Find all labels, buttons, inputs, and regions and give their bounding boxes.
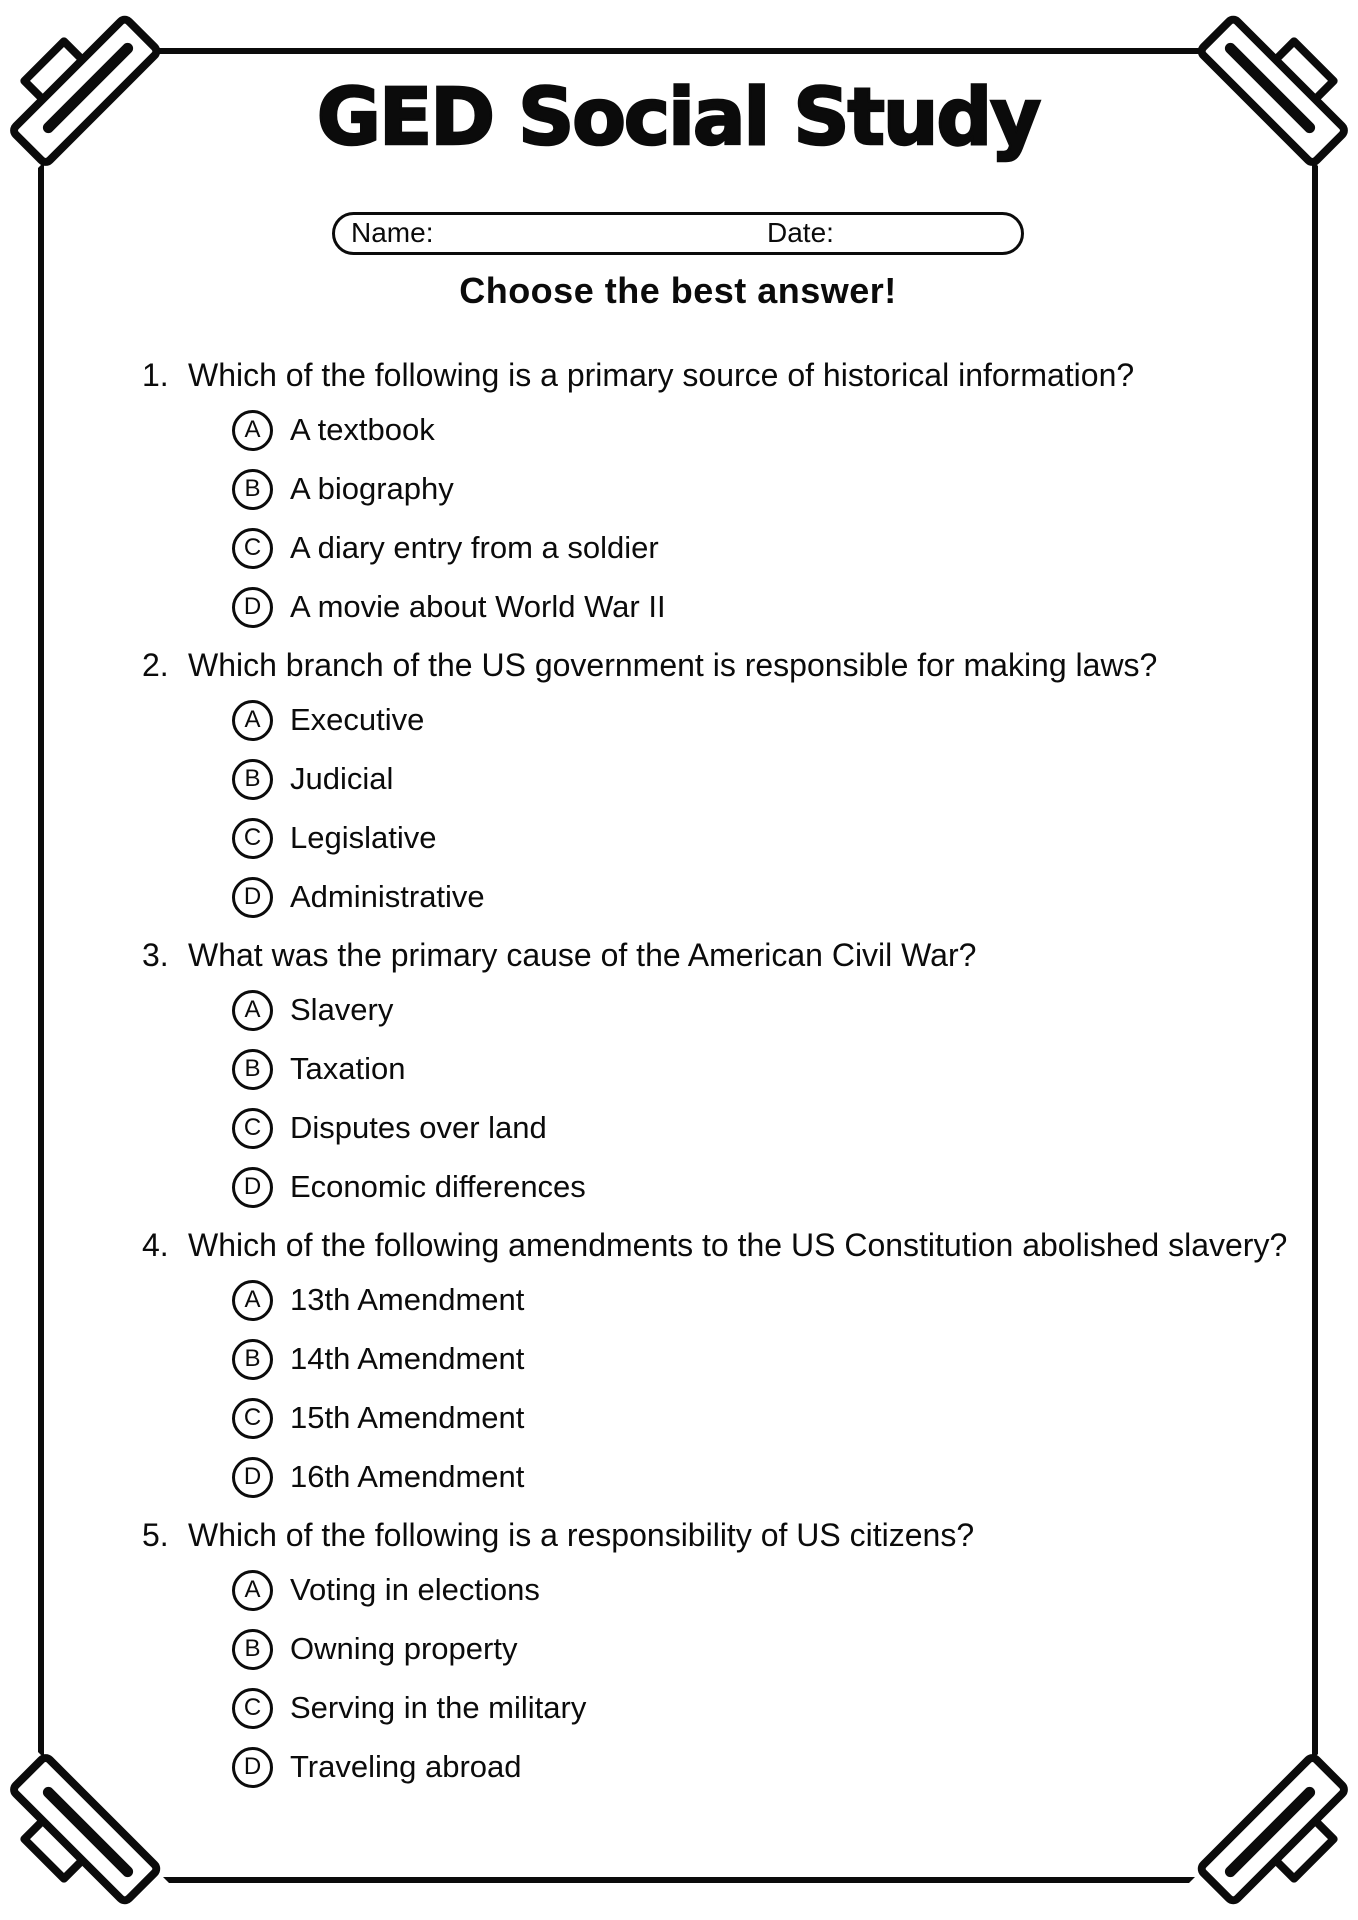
answer-option <box>232 1271 1318 1330</box>
option-bubble[interactable] <box>232 1280 273 1321</box>
option-text: A movie about World War II <box>290 589 666 624</box>
question-block <box>142 936 1318 1217</box>
question-block <box>142 356 1318 637</box>
question-number: 1. <box>142 356 169 393</box>
question-number: 2. <box>142 646 169 683</box>
answer-option <box>232 1620 1318 1679</box>
question-text: Which of the following amendments to the US Constitution abolished slavery? <box>188 1226 1288 1263</box>
option-list <box>232 401 1318 637</box>
option-text: Slavery <box>290 992 394 1027</box>
instruction-text: Choose the best answer! <box>459 269 897 311</box>
option-text: Legislative <box>290 820 437 855</box>
option-letter: A <box>244 1576 261 1603</box>
name-date-box <box>332 212 1024 255</box>
page-title: GED Social Study <box>316 73 1040 163</box>
option-list <box>232 1271 1318 1507</box>
question-number: 4. <box>142 1226 169 1263</box>
option-letter: B <box>244 1635 261 1662</box>
answer-option <box>232 750 1318 809</box>
option-text: Disputes over land <box>290 1110 547 1145</box>
answer-option <box>232 1158 1318 1217</box>
answer-option <box>232 1099 1318 1158</box>
option-bubble[interactable] <box>232 877 273 918</box>
answer-option <box>232 1738 1318 1797</box>
answer-option <box>232 868 1318 927</box>
option-list <box>232 981 1318 1217</box>
option-bubble[interactable] <box>232 1747 273 1788</box>
answer-option <box>232 809 1318 868</box>
answer-option <box>232 1040 1318 1099</box>
option-bubble[interactable] <box>232 1629 273 1670</box>
option-text: 15th Amendment <box>290 1400 525 1435</box>
option-bubble[interactable] <box>232 587 273 628</box>
option-text: 16th Amendment <box>290 1459 525 1494</box>
option-letter: B <box>244 1055 261 1082</box>
question-list <box>142 356 1318 1797</box>
option-letter: C <box>243 534 262 561</box>
option-bubble[interactable] <box>232 410 273 451</box>
option-letter: B <box>244 765 261 792</box>
question-text: Which branch of the US government is responsible for making laws? <box>188 646 1158 683</box>
option-letter: A <box>244 996 261 1023</box>
question-text: Which of the following is a responsibility of US citizens? <box>188 1516 975 1553</box>
option-bubble[interactable] <box>232 818 273 859</box>
question-block <box>142 1226 1318 1507</box>
option-text: 13th Amendment <box>290 1282 525 1317</box>
name-input[interactable] <box>447 219 747 252</box>
date-label: Date: <box>767 217 834 248</box>
answer-option <box>232 1679 1318 1738</box>
date-input[interactable] <box>847 219 1015 252</box>
option-letter: D <box>243 883 262 910</box>
option-text: Judicial <box>290 761 394 796</box>
option-bubble[interactable] <box>232 1398 273 1439</box>
option-letter: D <box>243 1463 262 1490</box>
question-line <box>142 1226 1318 1265</box>
option-letter: B <box>244 1345 261 1372</box>
option-bubble[interactable] <box>232 1167 273 1208</box>
option-letter: C <box>243 1404 262 1431</box>
option-letter: C <box>243 824 262 851</box>
option-list <box>232 1561 1318 1797</box>
answer-option <box>232 981 1318 1040</box>
option-list <box>232 691 1318 927</box>
option-bubble[interactable] <box>232 990 273 1031</box>
option-bubble[interactable] <box>232 1457 273 1498</box>
option-text: Voting in elections <box>290 1572 540 1607</box>
option-text: A biography <box>290 471 454 506</box>
question-block <box>142 646 1318 927</box>
option-text: Executive <box>290 702 425 737</box>
question-line <box>142 356 1318 395</box>
question-number: 5. <box>142 1516 169 1553</box>
answer-option <box>232 1389 1318 1448</box>
option-text: Administrative <box>290 879 485 914</box>
option-letter: C <box>243 1694 262 1721</box>
question-block <box>142 1516 1318 1797</box>
option-letter: B <box>244 475 261 502</box>
option-letter: D <box>243 1753 262 1780</box>
answer-option <box>232 519 1318 578</box>
option-text: 14th Amendment <box>290 1341 525 1376</box>
option-letter: D <box>243 1173 262 1200</box>
answer-option <box>232 460 1318 519</box>
option-text: Serving in the military <box>290 1690 587 1725</box>
question-text: What was the primary cause of the American Civil War? <box>188 936 977 973</box>
option-bubble[interactable] <box>232 1688 273 1729</box>
worksheet-content <box>38 48 1318 1806</box>
question-number: 3. <box>142 936 169 973</box>
question-text: Which of the following is a primary source of historical information? <box>188 356 1135 393</box>
option-bubble[interactable] <box>232 700 273 741</box>
answer-option <box>232 401 1318 460</box>
option-letter: A <box>244 706 261 733</box>
option-letter: A <box>244 416 261 443</box>
option-letter: C <box>243 1114 262 1141</box>
answer-option <box>232 578 1318 637</box>
option-letter: D <box>243 593 262 620</box>
question-line <box>142 1516 1318 1555</box>
option-bubble[interactable] <box>232 1108 273 1149</box>
option-text: A diary entry from a soldier <box>290 530 659 565</box>
question-line <box>142 646 1318 685</box>
name-label: Name: <box>351 217 434 248</box>
option-text: A textbook <box>290 412 435 447</box>
option-text: Owning property <box>290 1631 518 1666</box>
option-bubble[interactable] <box>232 1339 273 1380</box>
option-text: Taxation <box>290 1051 406 1086</box>
option-bubble[interactable] <box>232 528 273 569</box>
option-bubble[interactable] <box>232 759 273 800</box>
option-bubble[interactable] <box>232 1570 273 1611</box>
answer-option <box>232 1330 1318 1389</box>
option-bubble[interactable] <box>232 469 273 510</box>
option-text: Economic differences <box>290 1169 586 1204</box>
option-text: Traveling abroad <box>290 1749 522 1784</box>
option-letter: A <box>244 1286 261 1313</box>
answer-option <box>232 1561 1318 1620</box>
answer-option <box>232 1448 1318 1507</box>
option-bubble[interactable] <box>232 1049 273 1090</box>
answer-option <box>232 691 1318 750</box>
question-line <box>142 936 1318 975</box>
